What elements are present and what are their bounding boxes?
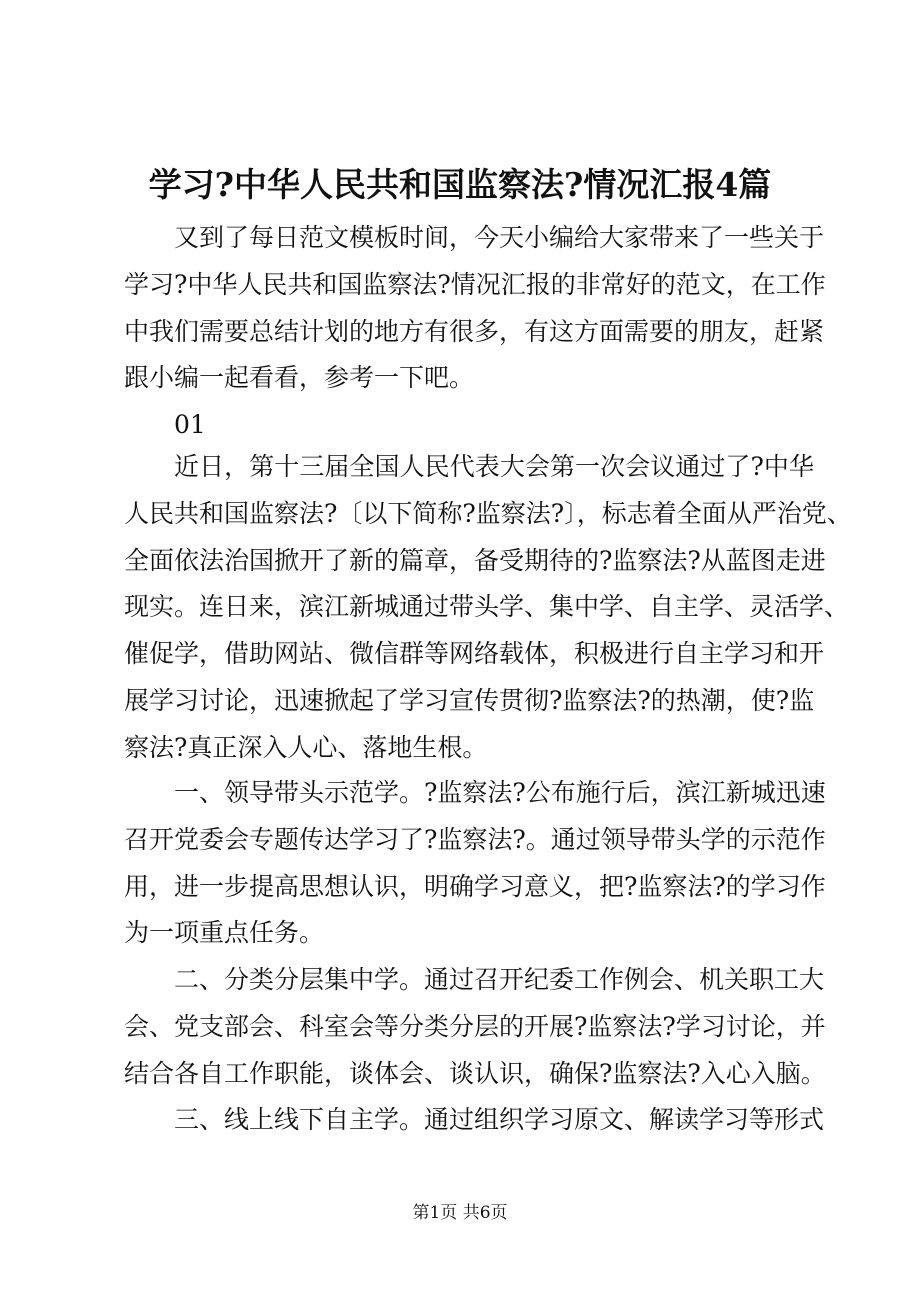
- text-line: 结合各自工作职能，谈体会、谈认识，确保?监察法?入心入脑。: [124, 1058, 826, 1088]
- text-line: 01: [174, 410, 206, 439]
- text-line: 近日，第十三届全国人民代表大会第一次会议通过了?中华: [174, 452, 814, 481]
- paragraph-intro: [124, 215, 826, 402]
- text-line: 会、党支部会、科室会等分类分层的开展?监察法?学习讨论，并: [124, 1011, 826, 1041]
- paragraph-point-3: [124, 1097, 825, 1144]
- paragraph-point-1: [124, 770, 826, 957]
- text-line: 三、线上线下自主学。通过组织学习原文、解读学习等形式: [174, 1105, 825, 1134]
- text-line: 为一项重点任务。: [124, 918, 325, 948]
- text-line: 全面依法治国掀开了新的篇章，备受期待的?监察法?从蓝图走进: [124, 545, 826, 575]
- text-line: 二、分类分层集中学。通过召开纪委工作例会、机关职工大: [174, 965, 825, 994]
- text-line: 学习?中华人民共和国监察法?情况汇报的非常好的范文，在工作: [124, 269, 826, 299]
- section-number: [124, 402, 814, 449]
- page-footer: 第1页 共6页: [412, 1203, 508, 1223]
- document-title: 学习?中华人民共和国监察法?情况汇报4篇: [148, 165, 772, 204]
- paragraph-point-2: [124, 957, 826, 1097]
- text-line: 一、领导带头示范学。?监察法?公布施行后，滨江新城迅速: [174, 778, 826, 807]
- text-line: 现实。连日来，滨江新城通过带头学、集中学、自主学、灵活学、: [124, 592, 850, 622]
- paragraph-background: [124, 444, 852, 772]
- text-line: 人民共和国监察法?〔以下简称?监察法?〕，标志着全面从严治党、: [124, 498, 852, 528]
- text-line: 又到了每日范文模板时间，今天小编给大家带来了一些关于: [174, 223, 825, 252]
- text-line: 用，进一步提高思想认识，明确学习意义，把?监察法?的学习作: [124, 871, 826, 901]
- text-line: 察法?真正深入人心、落地生根。: [124, 732, 488, 762]
- text-line: 跟小编一起看看，参考一下吧。: [124, 363, 475, 393]
- text-line: 中我们需要总结计划的地方有很多，有这方面需要的朋友，赶紧: [124, 316, 825, 346]
- text-line: 催促学，借助网站、微信群等网络载体，积极进行自主学习和开: [124, 639, 825, 669]
- text-line: 展学习讨论，迅速掀起了学习宣传贯彻?监察法?的热潮，使?监: [124, 685, 815, 715]
- text-line: 召开党委会专题传达学习了?监察法?。通过领导带头学的示范作: [124, 824, 826, 854]
